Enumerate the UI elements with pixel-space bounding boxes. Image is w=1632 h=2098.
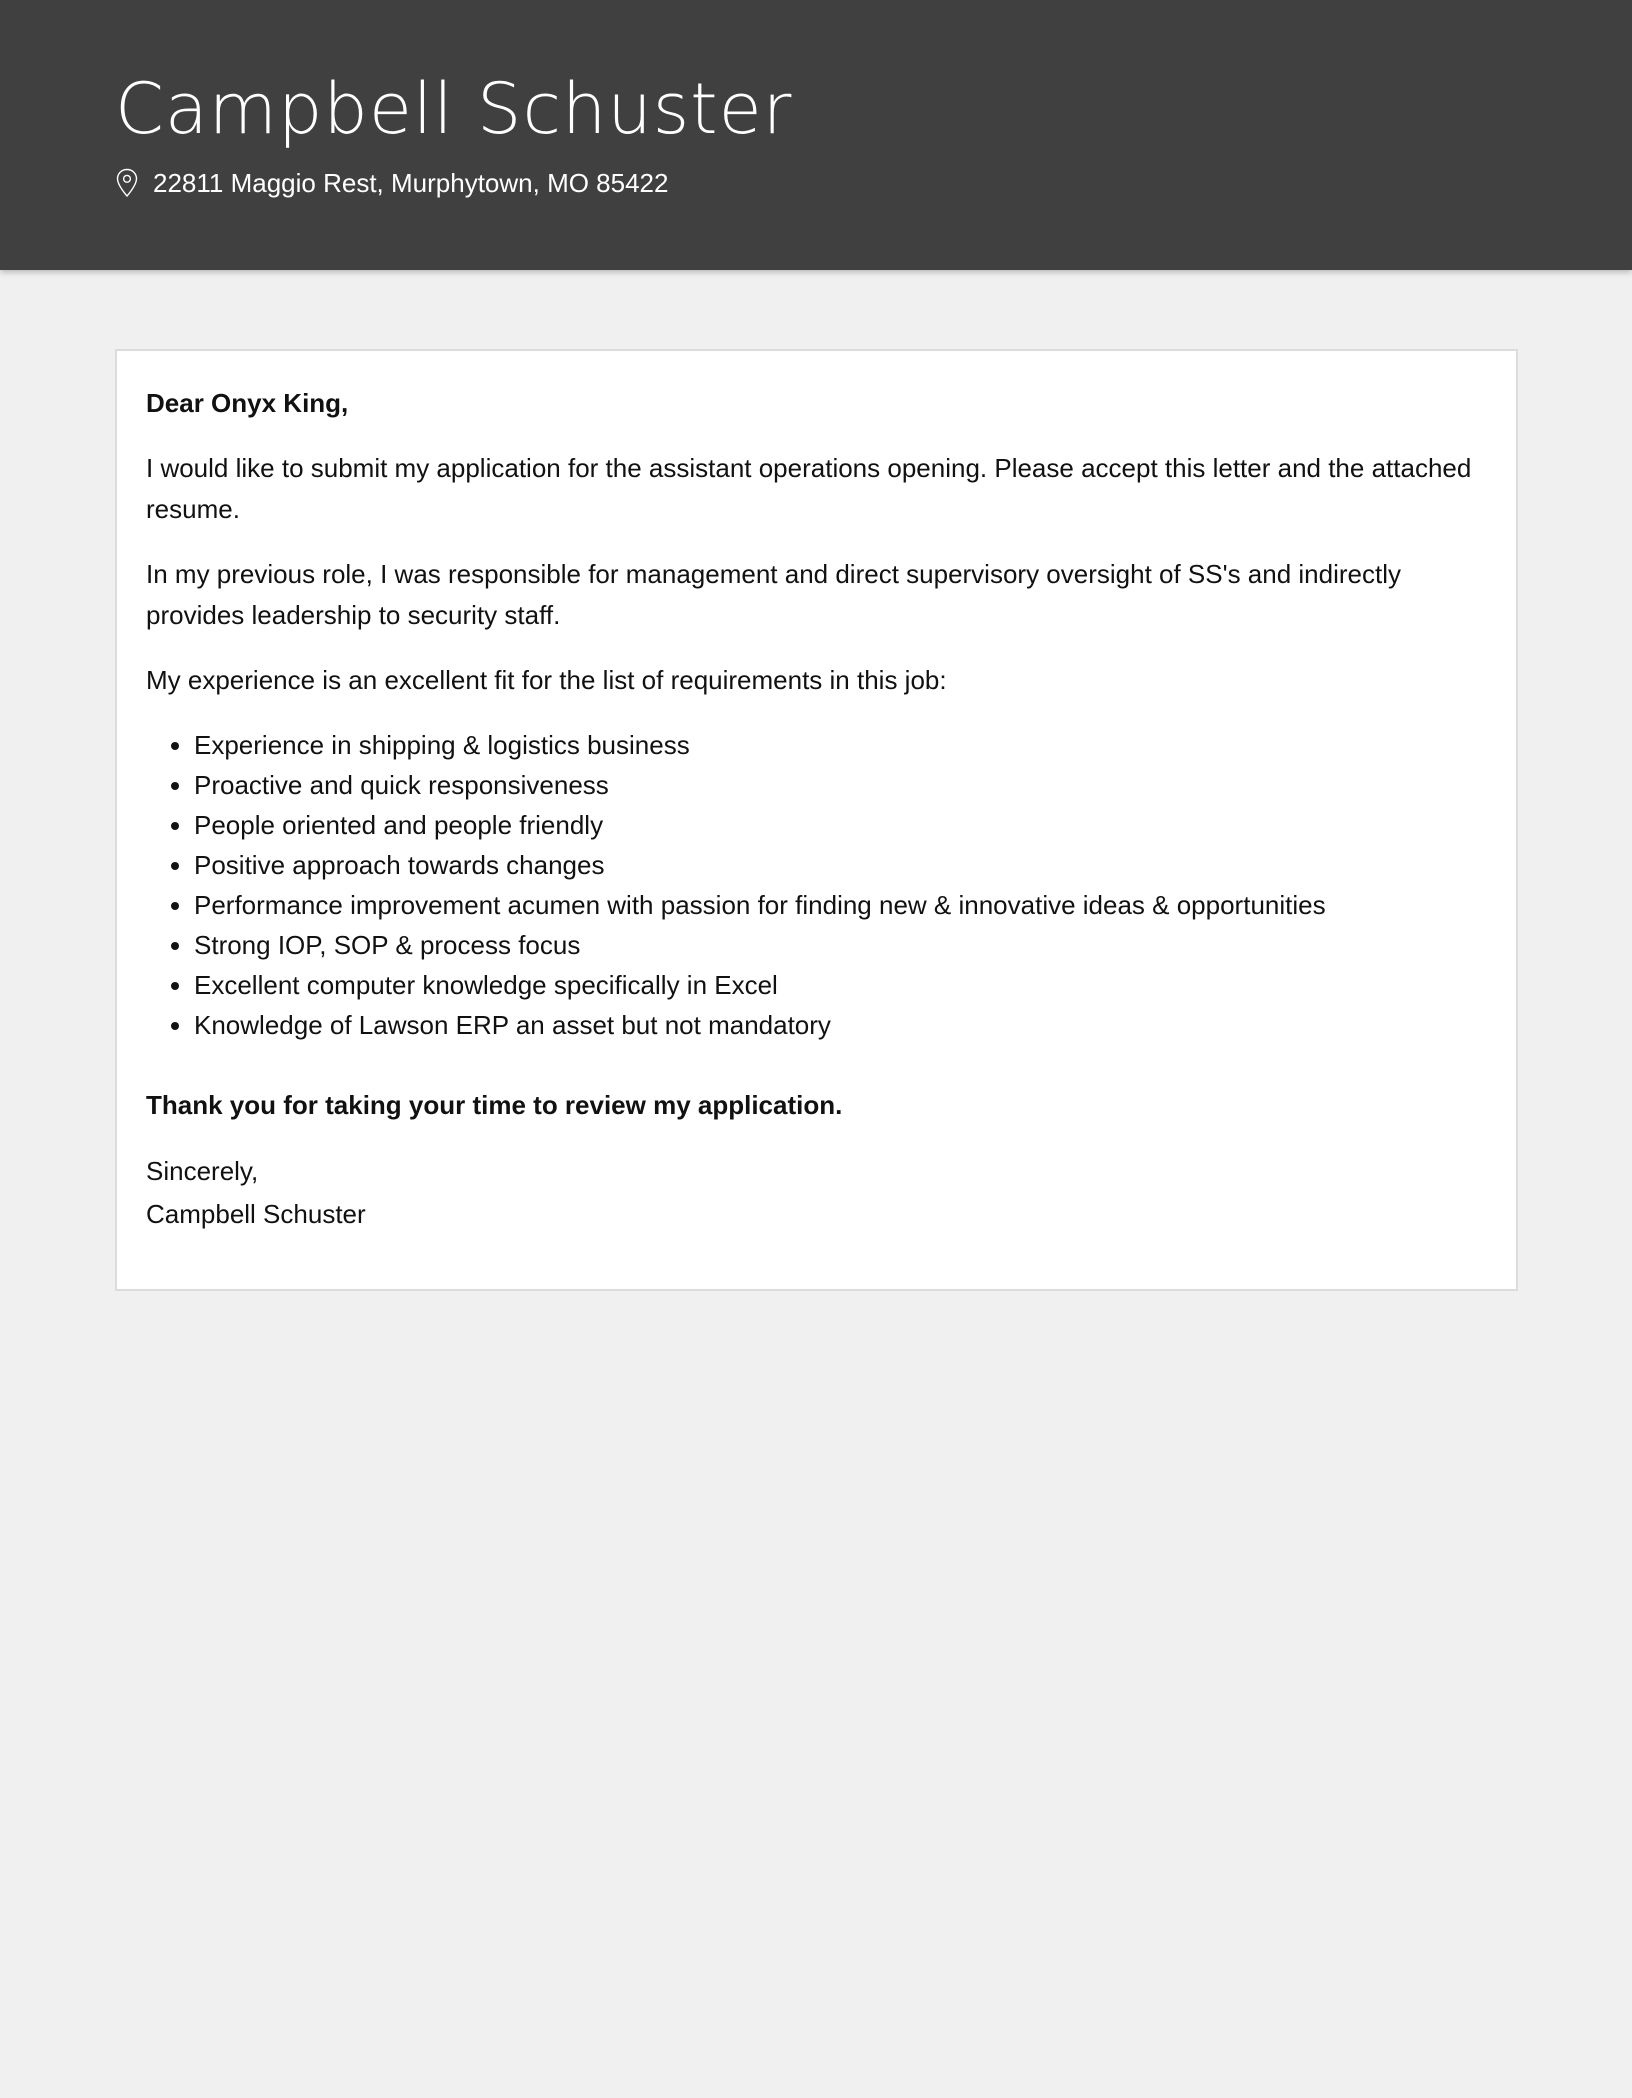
requirements-intro: My experience is an excellent fit for the list of requirements in this job:	[146, 665, 947, 695]
list-item: • Performance improvement acumen with passion for finding new & innovative ideas & opportunities	[194, 885, 1487, 925]
intro-paragraph: I would like to submit my application for the assistant operations opening. Please accept this letter and the attached resume.	[146, 453, 1472, 524]
thank-you-line: Thank you for taking your time to review my application.	[146, 1090, 843, 1120]
page-header	[0, 0, 1632, 270]
list-item: • Proactive and quick responsiveness	[194, 765, 1487, 805]
experience-paragraph: In my previous role, I was responsible for management and direct supervisory oversight of SS's and indirectly provides leadership to security staff.	[146, 559, 1401, 630]
requirements-list	[146, 725, 1487, 1045]
applicant-address	[115, 166, 1632, 200]
location-pin-icon	[115, 168, 139, 198]
closing-text: Sincerely,	[146, 1156, 259, 1186]
closing-block	[146, 1150, 1487, 1236]
address-text: 22811 Maggio Rest, Murphytown, MO 85422	[153, 168, 669, 198]
list-item: • Positive approach towards changes	[194, 845, 1487, 885]
list-item: • Knowledge of Lawson ERP an asset but not mandatory	[194, 1005, 1487, 1045]
list-item: • Excellent computer knowledge specifically in Excel	[194, 965, 1487, 1005]
list-item: • Strong IOP, SOP & process focus	[194, 925, 1487, 965]
list-item: • People oriented and people friendly	[194, 805, 1487, 845]
salutation: Dear Onyx King,	[146, 388, 349, 418]
signature-name: Campbell Schuster	[146, 1199, 366, 1229]
list-item: • Experience in shipping & logistics business	[194, 725, 1487, 765]
cover-letter-card	[115, 349, 1518, 1291]
applicant-name: Campbell Schuster	[115, 68, 793, 150]
